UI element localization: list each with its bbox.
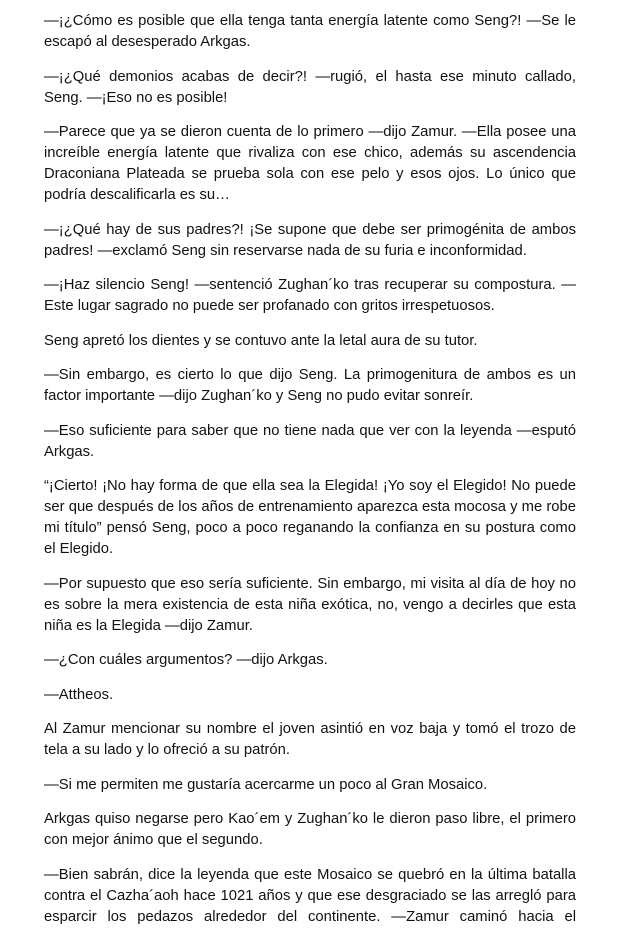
paragraph: —¡¿Cómo es posible que ella tenga tanta energía latente como Seng?! —Se le escapó al desesperado Arkgas. — [44, 13, 576, 50]
paragraph: —¡¿Qué demonios acabas de decir?! —rugió, el hasta ese minuto callado, Seng. —¡Eso no es posible! — [44, 68, 576, 106]
paragraph: —Eso suficiente para saber que no tiene nada que ver con la leyenda —esputó Arkgas. — [44, 422, 576, 460]
document-page — [44, 11, 576, 941]
paragraph: “¡Cierto! ¡No hay forma de que ella sea la Elegida! ¡Yo soy el Elegido! No puede ser que después de los años de entrenamiento aparezca esta mocosa y me robe mi título” pensó Seng, poco a poco reganando la confianza en su postura como el Elegido. — [44, 478, 576, 557]
paragraph: —Por supuesto que eso sería suficiente. Sin embargo, mi visita al día de hoy no es sobre la mera existencia de esta niña exótica, no, vengo a decirles que esta niña es la Elegida —dijo Zamur. — [44, 575, 576, 634]
paragraph: —Attheos. — [44, 686, 114, 703]
paragraph: —¿Con cuáles argumentos? —dijo Arkgas. — [44, 652, 328, 668]
paragraph: —¡Haz silencio Seng! —sentenció Zughan´ko tras recuperar su compostura. —Este lugar sagrado no puede ser profanado con gritos irrespetuosos. — [44, 277, 576, 314]
paragraph: Al Zamur mencionar su nombre el joven asintió en voz baja y tomó el trozo de tela a su lado y lo ofreció a su patrón. — [44, 721, 576, 758]
paragraph: —¡¿Qué hay de sus padres?! ¡Se supone que debe ser primogénita de ambos padres! —exclamó Seng sin reservarse nada de su furia e inconformidad. — [44, 221, 576, 259]
paragraph: —Bien sabrán, dice la leyenda que este Mosaico se quebró en la última batalla contra el Cazha´aoh hace 1021 años y que ese desgraciado se las arregló para esparcir los pedazos alrededor del continente. —Zamur caminó hacia el — [44, 866, 576, 925]
paragraph: Seng apretó los dientes y se contuvo ante la letal aura de su tutor. — [44, 332, 478, 349]
paragraph: Arkgas quiso negarse pero Kao´em y Zughan´ko le dieron paso libre, el primero con mejor ánimo que el segundo. — [44, 811, 576, 848]
paragraph: —Si me permiten me gustaría acercarme un poco al Gran Mosaico. — [44, 776, 488, 793]
paragraph: —Sin embargo, es cierto lo que dijo Seng. La primogenitura de ambos es un factor importante —dijo Zughan´ko y Seng no pudo evitar sonreír. — [44, 367, 576, 404]
paragraph: —Parece que ya se dieron cuenta de lo primero —dijo Zamur. —Ella posee una increíble energía latente que rivaliza con ese chico, además su ascendencia Draconiana Plateada se prueba sola con ese pelo y esos ojos. Lo único que podría descalificarla es su… — [44, 124, 576, 203]
